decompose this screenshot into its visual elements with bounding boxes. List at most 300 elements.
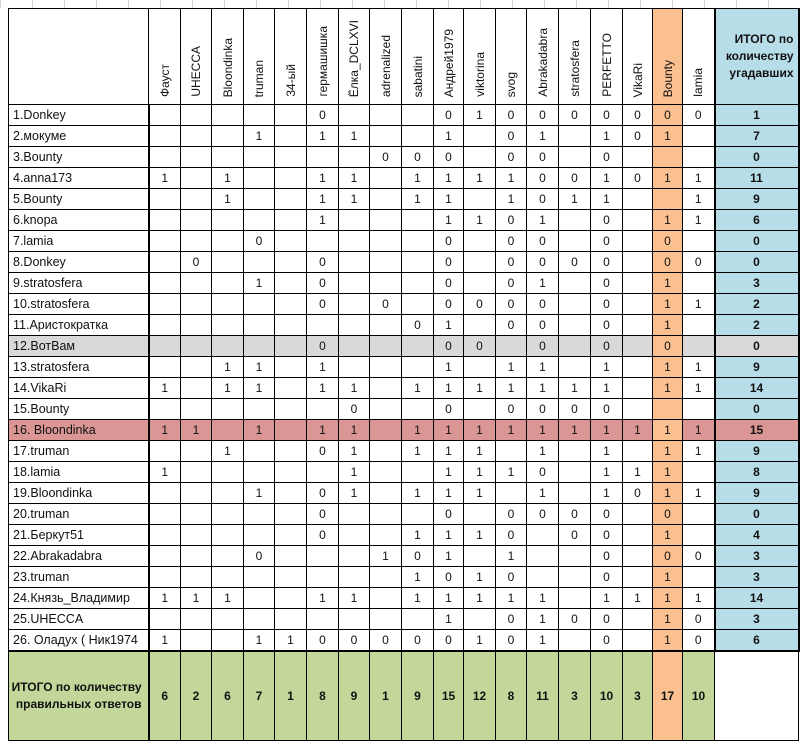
score-cell[interactable] xyxy=(275,357,307,378)
row-label[interactable]: 1.Donkey xyxy=(9,105,149,126)
score-cell[interactable]: 1 xyxy=(496,168,527,189)
score-cell[interactable] xyxy=(339,609,370,630)
row-label[interactable]: 10.stratosfera xyxy=(9,294,149,315)
score-cell[interactable]: 0 xyxy=(559,252,591,273)
score-cell[interactable]: 1 xyxy=(623,462,653,483)
score-cell[interactable]: 1 xyxy=(212,588,244,609)
score-cell[interactable]: 1 xyxy=(653,126,683,147)
score-cell[interactable] xyxy=(181,399,212,420)
column-total[interactable]: 8 xyxy=(307,651,339,741)
row-label[interactable]: 11.Аристократка xyxy=(9,315,149,336)
score-cell[interactable]: 1 xyxy=(307,588,339,609)
score-cell[interactable] xyxy=(181,147,212,168)
row-total[interactable]: 0 xyxy=(715,336,799,357)
score-cell[interactable]: 0 xyxy=(307,273,339,294)
score-cell[interactable] xyxy=(370,441,402,462)
score-cell[interactable]: 0 xyxy=(496,315,527,336)
row-label[interactable]: 12.ВотВам xyxy=(9,336,149,357)
score-cell[interactable] xyxy=(623,315,653,336)
score-cell[interactable] xyxy=(181,168,212,189)
score-cell[interactable] xyxy=(244,441,275,462)
score-cell[interactable] xyxy=(212,546,244,567)
score-cell[interactable]: 0 xyxy=(591,210,623,231)
score-cell[interactable]: 0 xyxy=(591,105,623,126)
score-cell[interactable]: 1 xyxy=(307,168,339,189)
score-cell[interactable]: 1 xyxy=(307,378,339,399)
score-cell[interactable]: 1 xyxy=(402,189,434,210)
score-cell[interactable]: 0 xyxy=(434,336,464,357)
score-cell[interactable] xyxy=(370,210,402,231)
score-cell[interactable] xyxy=(181,462,212,483)
score-cell[interactable] xyxy=(181,189,212,210)
score-cell[interactable]: 1 xyxy=(496,546,527,567)
score-cell[interactable] xyxy=(623,546,653,567)
score-cell[interactable]: 1 xyxy=(434,609,464,630)
score-cell[interactable] xyxy=(212,399,244,420)
score-cell[interactable]: 0 xyxy=(591,315,623,336)
score-cell[interactable] xyxy=(623,630,653,652)
score-cell[interactable] xyxy=(275,609,307,630)
row-label[interactable]: 24.Князь_Владимир xyxy=(9,588,149,609)
score-cell[interactable] xyxy=(307,462,339,483)
score-cell[interactable]: 1 xyxy=(653,462,683,483)
score-cell[interactable]: 1 xyxy=(683,420,715,441)
score-cell[interactable] xyxy=(623,273,653,294)
score-cell[interactable] xyxy=(244,189,275,210)
score-cell[interactable]: 1 xyxy=(464,441,496,462)
column-header[interactable] xyxy=(464,9,496,105)
column-header[interactable] xyxy=(653,9,683,105)
score-cell[interactable]: 0 xyxy=(434,273,464,294)
score-cell[interactable] xyxy=(683,504,715,525)
score-cell[interactable] xyxy=(307,609,339,630)
score-cell[interactable]: 0 xyxy=(591,336,623,357)
score-cell[interactable]: 0 xyxy=(496,525,527,546)
score-cell[interactable] xyxy=(464,231,496,252)
score-cell[interactable] xyxy=(307,399,339,420)
score-cell[interactable]: 1 xyxy=(653,525,683,546)
score-cell[interactable] xyxy=(244,525,275,546)
score-cell[interactable]: 1 xyxy=(434,546,464,567)
score-cell[interactable] xyxy=(370,420,402,441)
score-cell[interactable] xyxy=(212,231,244,252)
column-total[interactable]: 10 xyxy=(683,651,715,741)
score-cell[interactable]: 0 xyxy=(591,252,623,273)
score-cell[interactable]: 1 xyxy=(212,168,244,189)
score-cell[interactable]: 1 xyxy=(653,210,683,231)
score-cell[interactable]: 0 xyxy=(683,609,715,630)
score-cell[interactable] xyxy=(244,105,275,126)
score-cell[interactable] xyxy=(181,441,212,462)
score-cell[interactable]: 0 xyxy=(244,546,275,567)
score-cell[interactable]: 0 xyxy=(402,546,434,567)
column-total[interactable]: 15 xyxy=(434,651,464,741)
score-cell[interactable] xyxy=(623,231,653,252)
score-cell[interactable]: 1 xyxy=(307,210,339,231)
score-cell[interactable] xyxy=(181,567,212,588)
score-cell[interactable]: 1 xyxy=(653,630,683,652)
column-total[interactable]: 11 xyxy=(527,651,559,741)
row-label[interactable]: 26. Оладух ( Ник1974 xyxy=(9,630,149,652)
score-cell[interactable]: 1 xyxy=(212,357,244,378)
score-cell[interactable] xyxy=(402,210,434,231)
score-cell[interactable] xyxy=(149,189,181,210)
row-label[interactable]: 14.VikaRi xyxy=(9,378,149,399)
score-cell[interactable]: 1 xyxy=(464,525,496,546)
row-label[interactable]: 4.anna173 xyxy=(9,168,149,189)
score-cell[interactable]: 0 xyxy=(434,231,464,252)
score-cell[interactable] xyxy=(559,567,591,588)
column-header[interactable] xyxy=(181,9,212,105)
score-cell[interactable]: 0 xyxy=(339,399,370,420)
score-cell[interactable] xyxy=(275,126,307,147)
score-cell[interactable] xyxy=(370,567,402,588)
score-cell[interactable]: 0 xyxy=(434,294,464,315)
score-cell[interactable] xyxy=(149,441,181,462)
score-cell[interactable] xyxy=(181,210,212,231)
column-total[interactable]: 12 xyxy=(464,651,496,741)
score-cell[interactable]: 0 xyxy=(307,294,339,315)
score-cell[interactable] xyxy=(559,630,591,652)
score-cell[interactable] xyxy=(149,105,181,126)
score-cell[interactable]: 1 xyxy=(434,378,464,399)
score-cell[interactable] xyxy=(149,525,181,546)
score-cell[interactable]: 0 xyxy=(653,504,683,525)
empty-total-cell[interactable] xyxy=(715,651,799,741)
score-cell[interactable]: 1 xyxy=(402,567,434,588)
score-cell[interactable] xyxy=(307,315,339,336)
score-cell[interactable]: 1 xyxy=(434,210,464,231)
score-cell[interactable]: 1 xyxy=(464,420,496,441)
score-cell[interactable]: 1 xyxy=(339,483,370,504)
score-cell[interactable] xyxy=(683,231,715,252)
score-cell[interactable]: 0 xyxy=(591,609,623,630)
score-cell[interactable]: 1 xyxy=(496,420,527,441)
score-cell[interactable] xyxy=(149,336,181,357)
score-cell[interactable] xyxy=(402,504,434,525)
row-label[interactable]: 20.truman xyxy=(9,504,149,525)
score-cell[interactable]: 1 xyxy=(653,273,683,294)
row-label[interactable]: 21.Беркут51 xyxy=(9,525,149,546)
score-cell[interactable]: 0 xyxy=(434,252,464,273)
score-cell[interactable] xyxy=(623,294,653,315)
column-header[interactable] xyxy=(623,9,653,105)
score-cell[interactable]: 0 xyxy=(591,147,623,168)
score-cell[interactable] xyxy=(275,210,307,231)
score-cell[interactable]: 0 xyxy=(623,168,653,189)
score-cell[interactable]: 1 xyxy=(653,420,683,441)
score-cell[interactable]: 0 xyxy=(307,336,339,357)
score-cell[interactable]: 1 xyxy=(402,420,434,441)
score-cell[interactable]: 0 xyxy=(527,105,559,126)
score-cell[interactable]: 1 xyxy=(339,168,370,189)
score-cell[interactable] xyxy=(653,399,683,420)
score-cell[interactable]: 1 xyxy=(434,315,464,336)
column-total[interactable]: 1 xyxy=(275,651,307,741)
column-total[interactable]: 7 xyxy=(244,651,275,741)
score-cell[interactable]: 1 xyxy=(212,189,244,210)
row-label[interactable]: 22.Abrakadabra xyxy=(9,546,149,567)
score-cell[interactable] xyxy=(181,483,212,504)
score-cell[interactable]: 1 xyxy=(591,441,623,462)
score-cell[interactable]: 0 xyxy=(496,231,527,252)
row-label[interactable]: 23.truman xyxy=(9,567,149,588)
row-total[interactable]: 9 xyxy=(715,441,799,462)
score-cell[interactable]: 0 xyxy=(434,399,464,420)
score-cell[interactable] xyxy=(212,609,244,630)
footer-label[interactable]: ИТОГО по количеству правильных ответов xyxy=(9,651,149,741)
score-cell[interactable]: 1 xyxy=(653,609,683,630)
row-total[interactable]: 14 xyxy=(715,588,799,609)
score-cell[interactable] xyxy=(149,546,181,567)
row-total[interactable]: 0 xyxy=(715,252,799,273)
score-cell[interactable]: 1 xyxy=(370,546,402,567)
score-cell[interactable]: 1 xyxy=(683,357,715,378)
score-cell[interactable] xyxy=(370,336,402,357)
score-cell[interactable]: 1 xyxy=(212,441,244,462)
score-cell[interactable]: 0 xyxy=(527,168,559,189)
score-cell[interactable] xyxy=(559,210,591,231)
row-label[interactable]: 2.мокуме xyxy=(9,126,149,147)
score-cell[interactable] xyxy=(212,315,244,336)
score-cell[interactable]: 0 xyxy=(559,168,591,189)
score-cell[interactable]: 0 xyxy=(464,294,496,315)
row-total[interactable]: 4 xyxy=(715,525,799,546)
score-cell[interactable] xyxy=(181,546,212,567)
score-cell[interactable]: 0 xyxy=(653,231,683,252)
row-label[interactable]: 18.lamia xyxy=(9,462,149,483)
score-cell[interactable] xyxy=(149,294,181,315)
score-cell[interactable] xyxy=(464,147,496,168)
column-total[interactable]: 6 xyxy=(212,651,244,741)
score-cell[interactable] xyxy=(275,231,307,252)
score-cell[interactable] xyxy=(244,147,275,168)
score-cell[interactable] xyxy=(181,630,212,652)
score-cell[interactable]: 1 xyxy=(591,420,623,441)
score-cell[interactable] xyxy=(275,420,307,441)
score-cell[interactable]: 0 xyxy=(307,525,339,546)
score-cell[interactable]: 1 xyxy=(527,210,559,231)
score-cell[interactable] xyxy=(181,294,212,315)
score-cell[interactable] xyxy=(559,546,591,567)
score-cell[interactable] xyxy=(623,189,653,210)
score-cell[interactable] xyxy=(402,609,434,630)
score-cell[interactable]: 1 xyxy=(653,567,683,588)
score-cell[interactable] xyxy=(275,525,307,546)
score-cell[interactable] xyxy=(464,546,496,567)
score-cell[interactable] xyxy=(370,609,402,630)
score-cell[interactable]: 0 xyxy=(434,630,464,652)
column-header[interactable] xyxy=(559,9,591,105)
score-cell[interactable]: 1 xyxy=(683,168,715,189)
score-cell[interactable]: 1 xyxy=(653,441,683,462)
score-cell[interactable]: 1 xyxy=(464,378,496,399)
row-label[interactable]: 25.UHECCA xyxy=(9,609,149,630)
score-cell[interactable] xyxy=(623,441,653,462)
score-cell[interactable] xyxy=(559,294,591,315)
score-cell[interactable]: 1 xyxy=(591,588,623,609)
row-total[interactable]: 0 xyxy=(715,399,799,420)
row-total[interactable]: 9 xyxy=(715,483,799,504)
score-cell[interactable]: 0 xyxy=(591,630,623,652)
score-cell[interactable] xyxy=(402,462,434,483)
score-cell[interactable] xyxy=(623,567,653,588)
score-cell[interactable]: 1 xyxy=(591,126,623,147)
score-cell[interactable]: 1 xyxy=(434,420,464,441)
score-cell[interactable] xyxy=(181,357,212,378)
score-cell[interactable]: 1 xyxy=(402,525,434,546)
score-cell[interactable]: 0 xyxy=(307,252,339,273)
score-cell[interactable]: 1 xyxy=(434,525,464,546)
score-cell[interactable]: 0 xyxy=(527,504,559,525)
score-cell[interactable] xyxy=(149,357,181,378)
score-cell[interactable] xyxy=(464,315,496,336)
score-cell[interactable] xyxy=(683,525,715,546)
score-cell[interactable] xyxy=(623,378,653,399)
score-cell[interactable]: 0 xyxy=(527,252,559,273)
score-cell[interactable] xyxy=(275,546,307,567)
score-cell[interactable] xyxy=(464,399,496,420)
score-cell[interactable] xyxy=(402,231,434,252)
score-cell[interactable]: 1 xyxy=(623,588,653,609)
row-label[interactable]: 7.lamia xyxy=(9,231,149,252)
score-cell[interactable]: 0 xyxy=(434,147,464,168)
score-cell[interactable]: 1 xyxy=(591,357,623,378)
score-cell[interactable]: 0 xyxy=(464,336,496,357)
score-cell[interactable] xyxy=(275,315,307,336)
score-cell[interactable] xyxy=(370,189,402,210)
score-cell[interactable]: 1 xyxy=(496,462,527,483)
score-cell[interactable]: 1 xyxy=(434,189,464,210)
score-cell[interactable] xyxy=(244,399,275,420)
score-cell[interactable]: 1 xyxy=(244,357,275,378)
score-cell[interactable]: 1 xyxy=(496,189,527,210)
score-cell[interactable]: 0 xyxy=(591,231,623,252)
score-cell[interactable]: 0 xyxy=(623,483,653,504)
column-header[interactable] xyxy=(527,9,559,105)
score-cell[interactable]: 1 xyxy=(653,168,683,189)
score-cell[interactable] xyxy=(370,105,402,126)
row-total[interactable]: 0 xyxy=(715,504,799,525)
score-cell[interactable]: 1 xyxy=(434,357,464,378)
score-cell[interactable] xyxy=(496,441,527,462)
score-cell[interactable]: 0 xyxy=(623,105,653,126)
score-cell[interactable] xyxy=(275,294,307,315)
score-cell[interactable] xyxy=(623,357,653,378)
score-cell[interactable] xyxy=(496,336,527,357)
score-cell[interactable]: 1 xyxy=(402,378,434,399)
row-total[interactable]: 15 xyxy=(715,420,799,441)
score-cell[interactable] xyxy=(275,504,307,525)
score-cell[interactable] xyxy=(559,336,591,357)
score-cell[interactable]: 1 xyxy=(181,588,212,609)
score-cell[interactable] xyxy=(149,609,181,630)
score-cell[interactable] xyxy=(149,399,181,420)
score-cell[interactable] xyxy=(559,588,591,609)
score-cell[interactable]: 1 xyxy=(212,378,244,399)
score-cell[interactable] xyxy=(559,483,591,504)
score-cell[interactable]: 1 xyxy=(149,168,181,189)
score-cell[interactable]: 0 xyxy=(370,630,402,652)
column-header[interactable] xyxy=(244,9,275,105)
score-cell[interactable]: 1 xyxy=(591,189,623,210)
score-cell[interactable]: 1 xyxy=(275,630,307,652)
score-cell[interactable]: 1 xyxy=(244,483,275,504)
score-cell[interactable] xyxy=(683,567,715,588)
score-cell[interactable]: 1 xyxy=(464,210,496,231)
score-cell[interactable]: 0 xyxy=(591,567,623,588)
score-cell[interactable] xyxy=(212,294,244,315)
column-total[interactable]: 8 xyxy=(496,651,527,741)
score-cell[interactable]: 1 xyxy=(339,420,370,441)
row-label[interactable]: 16. Bloondinka xyxy=(9,420,149,441)
score-cell[interactable]: 0 xyxy=(496,273,527,294)
column-header[interactable] xyxy=(370,9,402,105)
score-cell[interactable]: 1 xyxy=(559,420,591,441)
score-cell[interactable]: 0 xyxy=(527,336,559,357)
score-cell[interactable]: 0 xyxy=(181,252,212,273)
score-cell[interactable] xyxy=(402,294,434,315)
score-cell[interactable] xyxy=(683,147,715,168)
column-header[interactable] xyxy=(496,9,527,105)
score-cell[interactable] xyxy=(244,252,275,273)
score-cell[interactable] xyxy=(275,336,307,357)
score-cell[interactable]: 1 xyxy=(339,126,370,147)
score-cell[interactable] xyxy=(339,147,370,168)
column-header[interactable] xyxy=(402,9,434,105)
score-cell[interactable] xyxy=(275,147,307,168)
score-cell[interactable]: 0 xyxy=(434,567,464,588)
score-cell[interactable]: 1 xyxy=(402,168,434,189)
score-cell[interactable]: 0 xyxy=(496,105,527,126)
row-total[interactable]: 8 xyxy=(715,462,799,483)
column-total[interactable]: 3 xyxy=(559,651,591,741)
score-cell[interactable] xyxy=(244,462,275,483)
score-cell[interactable]: 1 xyxy=(496,357,527,378)
score-cell[interactable] xyxy=(275,105,307,126)
score-cell[interactable] xyxy=(623,210,653,231)
score-cell[interactable]: 0 xyxy=(402,147,434,168)
score-cell[interactable] xyxy=(181,525,212,546)
score-cell[interactable] xyxy=(339,273,370,294)
score-cell[interactable]: 1 xyxy=(527,126,559,147)
score-cell[interactable] xyxy=(527,525,559,546)
score-cell[interactable] xyxy=(623,609,653,630)
column-total[interactable]: 17 xyxy=(653,651,683,741)
score-cell[interactable] xyxy=(370,315,402,336)
score-cell[interactable] xyxy=(181,231,212,252)
score-cell[interactable]: 0 xyxy=(591,399,623,420)
score-cell[interactable] xyxy=(464,252,496,273)
score-cell[interactable] xyxy=(244,609,275,630)
score-cell[interactable]: 0 xyxy=(244,231,275,252)
score-cell[interactable]: 1 xyxy=(339,588,370,609)
row-total[interactable]: 3 xyxy=(715,567,799,588)
score-cell[interactable]: 1 xyxy=(653,357,683,378)
column-header[interactable] xyxy=(212,9,244,105)
score-cell[interactable] xyxy=(370,126,402,147)
score-cell[interactable] xyxy=(149,231,181,252)
column-header[interactable] xyxy=(683,9,715,105)
score-cell[interactable] xyxy=(527,546,559,567)
score-cell[interactable] xyxy=(464,189,496,210)
row-label[interactable]: 6.knopa xyxy=(9,210,149,231)
score-cell[interactable] xyxy=(559,147,591,168)
score-cell[interactable]: 1 xyxy=(559,189,591,210)
score-cell[interactable]: 1 xyxy=(434,441,464,462)
score-cell[interactable] xyxy=(275,483,307,504)
score-cell[interactable] xyxy=(683,126,715,147)
